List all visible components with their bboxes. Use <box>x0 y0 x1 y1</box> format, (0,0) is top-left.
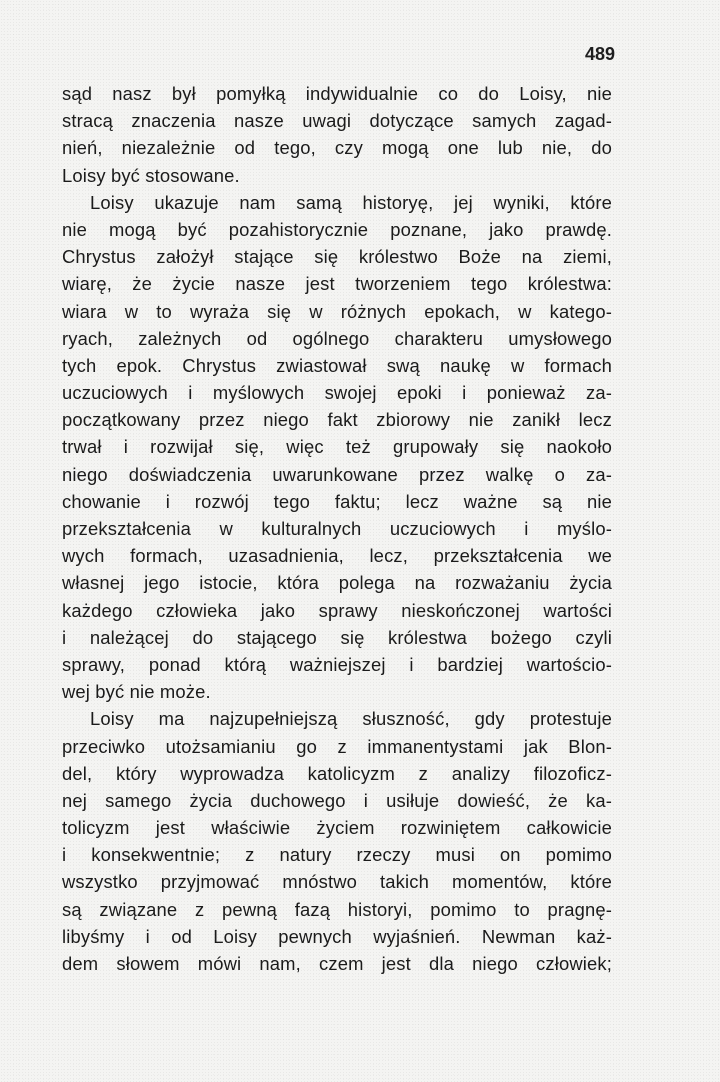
text-line: sprawy, ponad którą ważniejszej i bardziej wartościo- <box>62 653 612 675</box>
text-line: przeciwko utożsamianiu go z immanentystami jak Blon- <box>62 735 612 757</box>
text-line: Chrystus założył stające się królestwo Boże na ziemi, <box>62 246 612 268</box>
text-line: i należącej do stającego się królestwa bożego czyli <box>62 626 612 648</box>
text-line: nień, niezależnie od tego, czy mogą one lub nie, do <box>62 137 612 159</box>
text-line: każdego człowieka jako sprawy nieskończonej wartości <box>62 599 612 621</box>
text-line: dem słowem mówi nam, czem jest dla niego człowiek; <box>62 953 612 974</box>
text-line: tolicyzm jest właściwie życiem rozwiniętem całkowicie <box>62 817 612 839</box>
text-line: tych epok. Chrystus zwiastował swą naukę w formach <box>62 354 612 376</box>
text-line: własnej jego istocie, która polega na rozważaniu życia <box>62 572 612 594</box>
text-line: i konsekwentnie; z natury rzeczy musi on pomimo <box>62 844 612 866</box>
text-line: Loisy ma najzupełniejszą słuszność, gdy protestuje <box>90 708 612 730</box>
text-line: wej być nie może. <box>62 681 211 703</box>
text-line: Loisy ukazuje nam samą historyę, jej wyniki, które <box>90 191 612 213</box>
page-number: 489 <box>584 44 615 64</box>
text-line: przekształcenia w kulturalnych uczuciowych i myślo- <box>62 518 612 539</box>
text-line: nej samego życia duchowego i usiłuje dowieść, że ka- <box>62 789 612 811</box>
text-line: del, który wyprowadza katolicyzm z analizy filozoficz- <box>62 762 612 784</box>
text-line: wiara w to wyraża się w różnych epokach, w katego- <box>62 300 612 322</box>
text-line: nie mogą być pozahistorycznie poznane, jako prawdę. <box>62 218 612 240</box>
text-line: stracą znaczenia nasze uwagi dotyczące samych zagad- <box>62 110 612 132</box>
text-line: libyśmy i od Loisy pewnych wyjaśnień. Newman każ- <box>62 925 612 947</box>
text-line: ryach, zależnych od ogólnego charakteru umysłowego <box>62 327 612 349</box>
text-line: wszystko przyjmować mnóstwo takich momentów, które <box>62 871 612 893</box>
text-line: są związane z pewną fazą historyi, pomimo to pragnę- <box>62 898 612 920</box>
text-line: chowanie i rozwój tego faktu; lecz ważne są nie <box>62 490 612 512</box>
text-line: niego doświadczenia uwarunkowane przez walkę o za- <box>62 463 612 485</box>
text-line: sąd nasz był pomyłką indywidualnie co do Loisy, nie <box>62 83 612 104</box>
text-line: Loisy być stosowane. <box>62 164 240 186</box>
body-text <box>62 80 612 977</box>
text-line: wych formach, uzasadnienia, lecz, przekształcenia we <box>62 545 612 567</box>
text-line: początkowany przez niego fakt zbiorowy nie zanikł lecz <box>62 409 612 431</box>
text-line: trwał i rozwijał się, więc też grupowały się naokoło <box>62 436 612 458</box>
text-line: wiarę, że życie nasze jest tworzeniem tego królestwa: <box>62 273 612 295</box>
text-line: uczuciowych i myślowych swojej epoki i ponieważ za- <box>62 382 612 404</box>
